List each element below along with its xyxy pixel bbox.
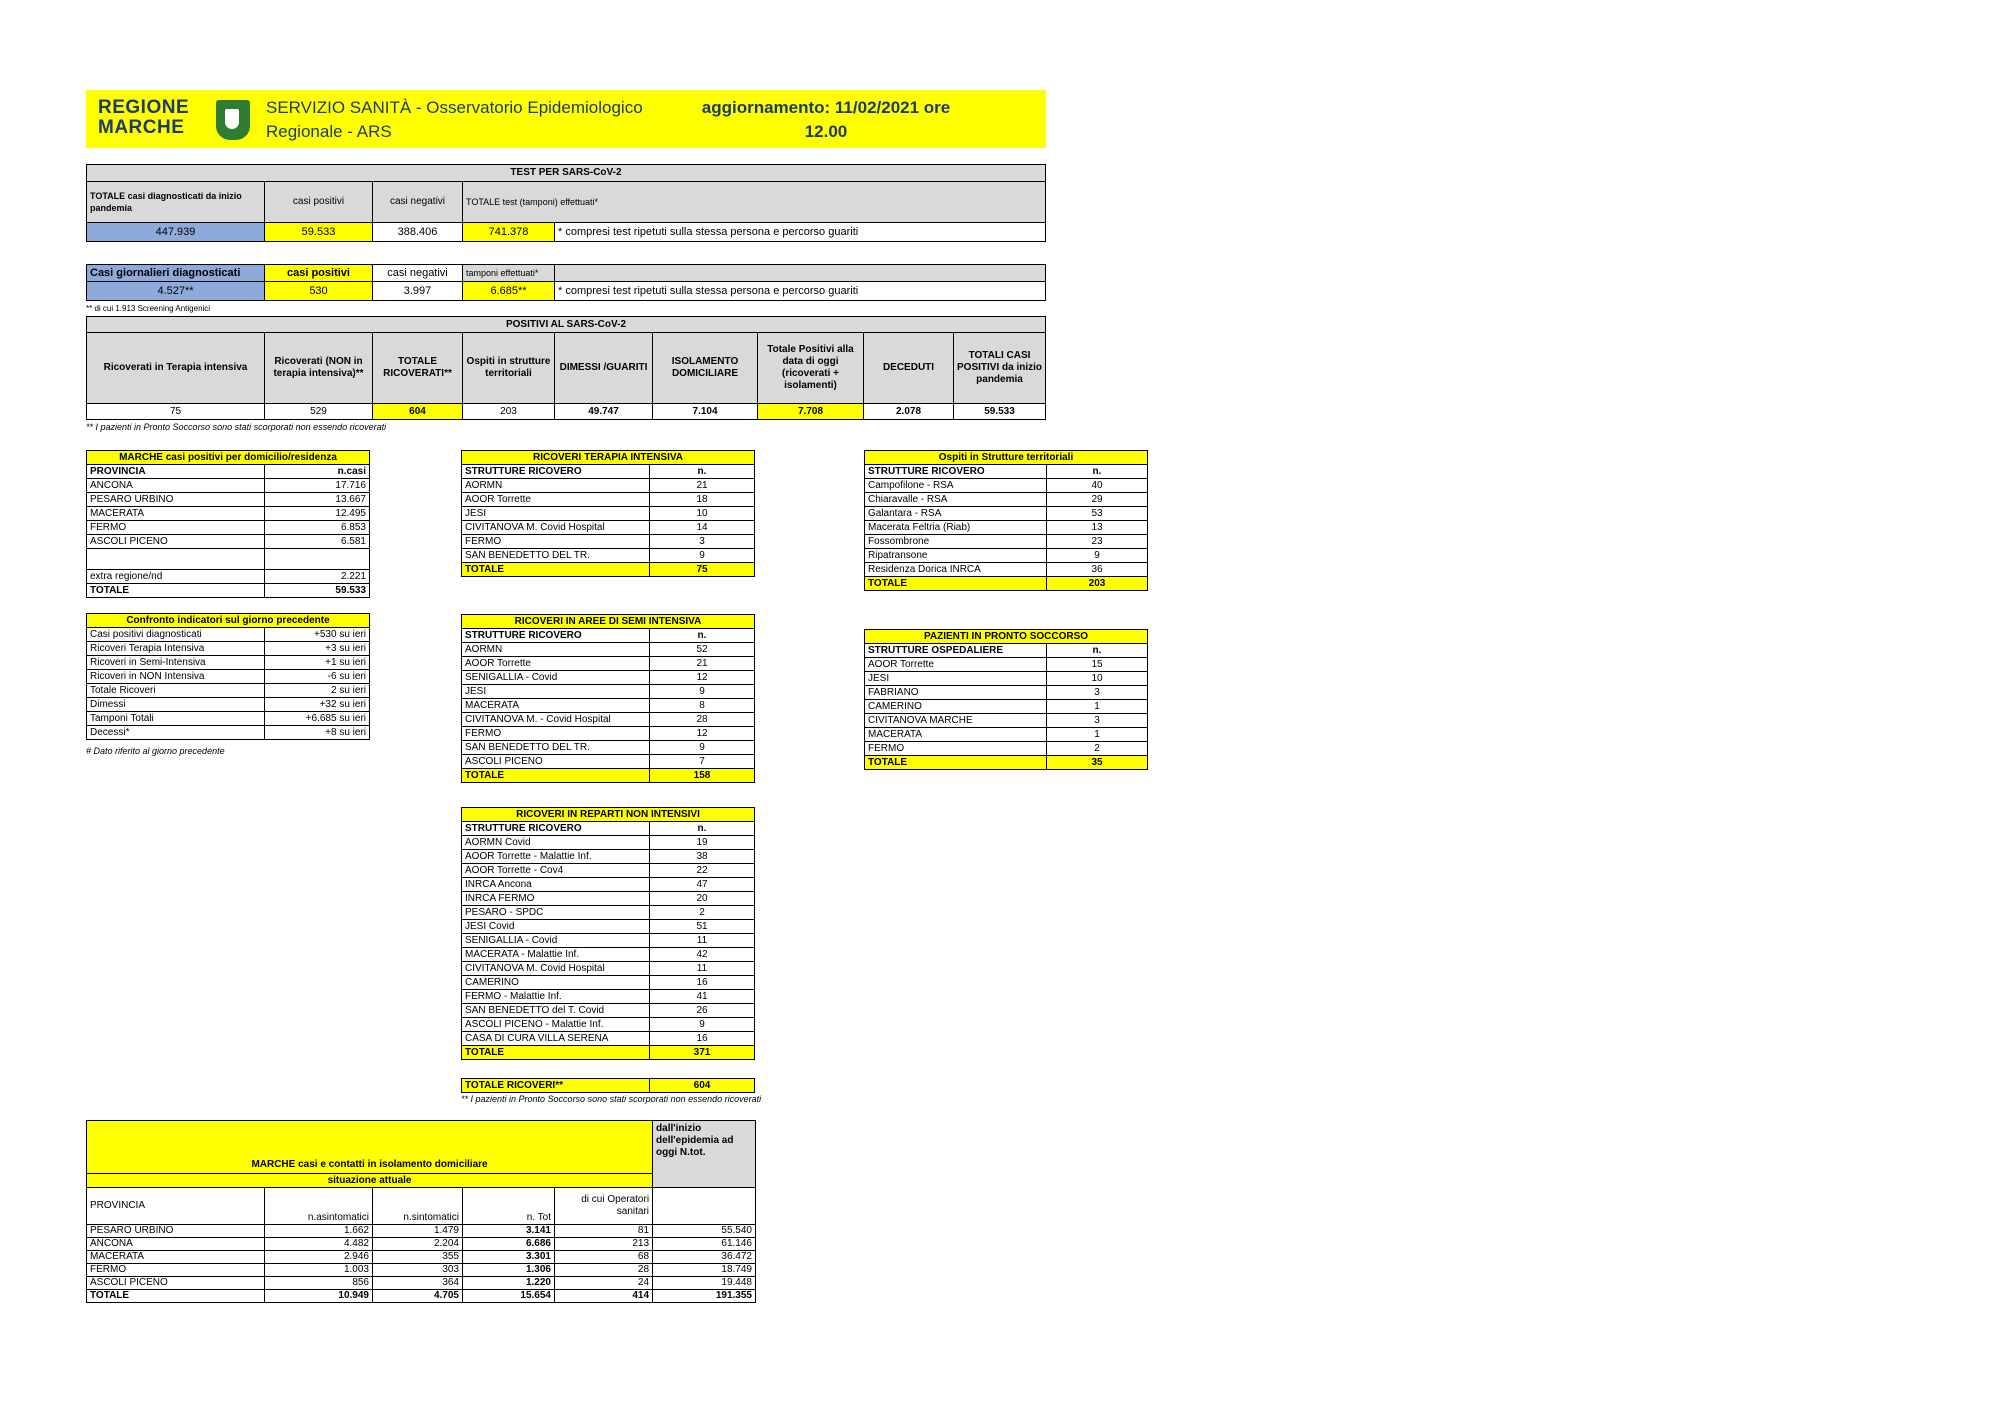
positivi-table [86, 316, 1046, 420]
ps-value: 3 [1047, 686, 1148, 700]
positivi-header-dimessi: DIMESSI /GUARITI [555, 333, 653, 404]
non-value: 41 [650, 990, 755, 1004]
update-date: aggiornamento: 11/02/2021 ore 12.00 [701, 98, 951, 141]
province-value: 13.667 [265, 493, 370, 507]
daily-footnote: ** di cui 1.913 Screening Antigenici [86, 304, 211, 313]
positivi-dimessi-value: 49.747 [555, 404, 653, 420]
province-value: 2.221 [265, 570, 370, 584]
non-row: INRCA FERMO [462, 892, 650, 906]
non-row: SENIGALLIA - Covid [462, 934, 650, 948]
province-value: 17.716 [265, 479, 370, 493]
province-total: 59.533 [265, 584, 370, 598]
non-value: 11 [650, 934, 755, 948]
isolamento-value: 1.003 [265, 1264, 373, 1277]
ti-value: 21 [650, 479, 755, 493]
isolamento-header-provincia: PROVINCIA [87, 1188, 265, 1225]
test-header-positivi: casi positivi [265, 182, 373, 223]
ps-total-label: TOTALE [865, 756, 1047, 770]
ospiti-row: Campofilone - RSA [865, 479, 1047, 493]
isolamento-value: 24 [555, 1277, 653, 1290]
isolamento-value: 2.946 [265, 1251, 373, 1264]
daily-header-tamponi: tamponi effettuati* [463, 265, 555, 282]
ps-value: 15 [1047, 658, 1148, 672]
ospiti-title: Ospiti in Strutture territoriali [865, 451, 1148, 465]
semi-row: ASCOLI PICENO [462, 755, 650, 769]
semi-value: 52 [650, 643, 755, 657]
isolamento-total-label: TOTALE [87, 1290, 265, 1303]
ps-title: PAZIENTI IN PRONTO SOCCORSO [865, 630, 1148, 644]
positivi-ospiti-value: 203 [463, 404, 555, 420]
isolamento-total: 414 [555, 1290, 653, 1303]
confronto-table [86, 613, 370, 740]
totale-ricoveri-table [461, 1078, 755, 1093]
non-value: 19 [650, 836, 755, 850]
semi-total: 158 [650, 769, 755, 783]
isolamento-value: 2.204 [373, 1238, 463, 1251]
non-row: JESI Covid [462, 920, 650, 934]
ospiti-value: 36 [1047, 563, 1148, 577]
ti-row: AORMN [462, 479, 650, 493]
ti-table [461, 450, 755, 577]
non-total-label: TOTALE [462, 1046, 650, 1060]
isolamento-value: 61.146 [653, 1238, 756, 1251]
confronto-note: # Dato riferito al giorno precedente [86, 746, 225, 756]
confronto-value: +530 su ieri [265, 628, 370, 642]
positivi-note: ** I pazienti in Pronto Soccorso sono stati scorporati non essendo ricoverati [86, 422, 387, 432]
positivi-header-tot-ric: TOTALE RICOVERATI** [373, 333, 463, 404]
ospiti-value: 23 [1047, 535, 1148, 549]
ospiti-value: 29 [1047, 493, 1148, 507]
positivi-header-isolamento: ISOLAMENTO DOMICILIARE [653, 333, 758, 404]
non-row: ASCOLI PICENO - Malattie Inf. [462, 1018, 650, 1032]
confronto-title: Confronto indicatori sul giorno precedente [87, 614, 370, 628]
non-table [461, 807, 755, 1060]
non-total: 371 [650, 1046, 755, 1060]
semi-row: FERMO [462, 727, 650, 741]
ospiti-row: Residenza Dorica INRCA [865, 563, 1047, 577]
positivi-deceduti-value: 2.078 [864, 404, 954, 420]
non-col2: n. [650, 822, 755, 836]
ti-row: AOOR Torrette [462, 493, 650, 507]
ospiti-value: 9 [1047, 549, 1148, 563]
daily-table [86, 264, 1046, 301]
ps-total: 35 [1047, 756, 1148, 770]
isolamento-value: 19.448 [653, 1277, 756, 1290]
ospiti-row: Ripatransone [865, 549, 1047, 563]
ti-row: CIVITANOVA M. Covid Hospital [462, 521, 650, 535]
isolamento-total: 191.355 [653, 1290, 756, 1303]
isolamento-total: 4.705 [373, 1290, 463, 1303]
daily-header-empty [555, 265, 1046, 282]
daily-tamponi-value: 6.685** [463, 282, 555, 301]
positivi-header-ospiti: Ospiti in strutture territoriali [463, 333, 555, 404]
non-value: 51 [650, 920, 755, 934]
daily-header-negativi: casi negativi [373, 265, 463, 282]
test-header-tamponi: TOTALE test (tamponi) effettuati* [463, 182, 1046, 223]
ospiti-row: Fossombrone [865, 535, 1047, 549]
daily-negativi-value: 3.997 [373, 282, 463, 301]
semi-value: 12 [650, 671, 755, 685]
ospiti-row: Chiaravalle - RSA [865, 493, 1047, 507]
non-row: AOOR Torrette - Cov4 [462, 864, 650, 878]
test-positivi-value: 59.533 [265, 223, 373, 242]
isolamento-row: ASCOLI PICENO [87, 1277, 265, 1290]
daily-header-positivi: casi positivi [265, 265, 373, 282]
ps-row: CAMERINO [865, 700, 1047, 714]
confronto-value: +8 su ieri [265, 726, 370, 740]
non-row: SAN BENEDETTO del T. Covid [462, 1004, 650, 1018]
province-row: MACERATA [87, 507, 265, 521]
non-row: INRCA Ancona [462, 878, 650, 892]
semi-row: MACERATA [462, 699, 650, 713]
semi-row: SAN BENEDETTO DEL TR. [462, 741, 650, 755]
semi-row: SENIGALLIA - Covid [462, 671, 650, 685]
ps-value: 1 [1047, 700, 1148, 714]
shield-icon [216, 100, 250, 140]
province-row: ANCONA [87, 479, 265, 493]
confronto-row: Decessi* [87, 726, 265, 740]
confronto-row: Ricoveri Terapia Intensiva [87, 642, 265, 656]
ti-col1: STRUTTURE RICOVERO [462, 465, 650, 479]
isolamento-value: 213 [555, 1238, 653, 1251]
ps-row: AOOR Torrette [865, 658, 1047, 672]
province-value [265, 549, 370, 570]
confronto-row: Totale Ricoveri [87, 684, 265, 698]
province-value: 12.495 [265, 507, 370, 521]
semi-col1: STRUTTURE RICOVERO [462, 629, 650, 643]
ti-title: RICOVERI TERAPIA INTENSIVA [462, 451, 755, 465]
ospiti-row: Galantara - RSA [865, 507, 1047, 521]
isolamento-title: MARCHE casi e contatti in isolamento domiciliare [87, 1121, 653, 1174]
isolamento-value: 1.306 [463, 1264, 555, 1277]
test-header-negativi: casi negativi [373, 182, 463, 223]
ospiti-value: 53 [1047, 507, 1148, 521]
test-table [86, 164, 1046, 242]
semi-row: JESI [462, 685, 650, 699]
daily-positivi-value: 530 [265, 282, 373, 301]
province-table [86, 450, 370, 598]
ospiti-total: 203 [1047, 577, 1148, 591]
province-row: ASCOLI PICENO [87, 535, 265, 549]
ps-row: FABRIANO [865, 686, 1047, 700]
ti-total-label: TOTALE [462, 563, 650, 577]
isolamento-value: 6.686 [463, 1238, 555, 1251]
test-header-total: TOTALE casi diagnosticati da inizio pandemia [87, 182, 265, 223]
semi-title: RICOVERI IN AREE DI SEMI INTENSIVA [462, 615, 755, 629]
ti-value: 18 [650, 493, 755, 507]
semi-value: 9 [650, 685, 755, 699]
ps-row: JESI [865, 672, 1047, 686]
positivi-header-ti: Ricoverati in Terapia intensiva [87, 333, 265, 404]
ps-col1: STRUTTURE OSPEDALIERE [865, 644, 1047, 658]
isolamento-header-tot: n. Tot [463, 1188, 555, 1225]
ospiti-value: 13 [1047, 521, 1148, 535]
isolamento-row: MACERATA [87, 1251, 265, 1264]
daily-casi-value: 4.527** [87, 282, 265, 301]
province-value: 6.853 [265, 521, 370, 535]
positivi-totali-value: 59.533 [954, 404, 1046, 420]
isolamento-table [86, 1120, 756, 1303]
semi-value: 7 [650, 755, 755, 769]
daily-note: * compresi test ripetuti sulla stessa persona e percorso guariti [555, 282, 1046, 301]
positivi-non-ti-value: 529 [265, 404, 373, 420]
positivi-title: POSITIVI AL SARS-CoV-2 [87, 317, 1046, 333]
semi-row: AOOR Torrette [462, 657, 650, 671]
ti-value: 9 [650, 549, 755, 563]
positivi-ti-value: 75 [87, 404, 265, 420]
ospiti-col2: n. [1047, 465, 1148, 479]
ti-col2: n. [650, 465, 755, 479]
isolamento-value: 18.749 [653, 1264, 756, 1277]
positivi-header-totali: TOTALI CASI POSITIVI da inizio pandemia [954, 333, 1046, 404]
test-negativi-value: 388.406 [373, 223, 463, 242]
isolamento-value: 364 [373, 1277, 463, 1290]
province-row: extra regione/nd [87, 570, 265, 584]
ps-value: 1 [1047, 728, 1148, 742]
isolamento-subtitle: situazione attuale [87, 1174, 653, 1188]
semi-value: 8 [650, 699, 755, 713]
ti-total: 75 [650, 563, 755, 577]
semi-total-label: TOTALE [462, 769, 650, 783]
isolamento-header-operatori: di cui Operatori sanitari [555, 1188, 653, 1225]
test-note: * compresi test ripetuti sulla stessa persona e percorso guariti [555, 223, 1046, 242]
confronto-row: Ricoveri in Semi-Intensiva [87, 656, 265, 670]
isolamento-value: 303 [373, 1264, 463, 1277]
non-row: CAMERINO [462, 976, 650, 990]
isolamento-side-header: dall'inizio dell'epidemia ad oggi N.tot. [653, 1121, 756, 1188]
isolamento-value: 81 [555, 1225, 653, 1238]
non-value: 2 [650, 906, 755, 920]
isolamento-value: 1.479 [373, 1225, 463, 1238]
confronto-value: +32 su ieri [265, 698, 370, 712]
non-value: 47 [650, 878, 755, 892]
ps-row: FERMO [865, 742, 1047, 756]
test-title: TEST PER SARS-CoV-2 [87, 165, 1046, 182]
ospiti-table [864, 450, 1148, 591]
isolamento-row: PESARO URBINO [87, 1225, 265, 1238]
non-row: FERMO - Malattie Inf. [462, 990, 650, 1004]
semi-value: 21 [650, 657, 755, 671]
ospiti-row: Macerata Feltria (Riab) [865, 521, 1047, 535]
semi-value: 28 [650, 713, 755, 727]
isolamento-value: 1.220 [463, 1277, 555, 1290]
totale-ricoveri-note: ** I pazienti in Pronto Soccorso sono stati scorporati non essendo ricoverati [461, 1094, 762, 1104]
regione-marche-logo [98, 98, 258, 142]
isolamento-value: 1.662 [265, 1225, 373, 1238]
province-total-label: TOTALE [87, 584, 265, 598]
ospiti-total-label: TOTALE [865, 577, 1047, 591]
non-value: 38 [650, 850, 755, 864]
non-row: MACERATA - Malattie Inf. [462, 948, 650, 962]
ti-row: SAN BENEDETTO DEL TR. [462, 549, 650, 563]
semi-row: AORMN [462, 643, 650, 657]
page-title: SERVIZIO SANITÀ - Osservatorio Epidemiologico Regionale - ARS [266, 98, 643, 141]
ti-value: 10 [650, 507, 755, 521]
isolamento-total: 15.654 [463, 1290, 555, 1303]
logo-text: REGIONE MARCHE [98, 97, 190, 138]
ps-value: 2 [1047, 742, 1148, 756]
ti-row: FERMO [462, 535, 650, 549]
non-value: 16 [650, 976, 755, 990]
non-title: RICOVERI IN REPARTI NON INTENSIVI [462, 808, 755, 822]
positivi-tot-positivi-value: 7.708 [758, 404, 864, 420]
totale-ricoveri-value: 604 [650, 1079, 755, 1093]
isolamento-value: 355 [373, 1251, 463, 1264]
isolamento-value: 4.482 [265, 1238, 373, 1251]
province-title: MARCHE casi positivi per domicilio/residenza [87, 451, 370, 465]
positivi-isolamento-value: 7.104 [653, 404, 758, 420]
isolamento-header-sintomatici: n.sintomatici [373, 1188, 463, 1225]
confronto-value: +3 su ieri [265, 642, 370, 656]
non-row: AOOR Torrette - Malattie Inf. [462, 850, 650, 864]
semi-row: CIVITANOVA M. - Covid Hospital [462, 713, 650, 727]
province-col2: n.casi [265, 465, 370, 479]
test-total-value: 447.939 [87, 223, 265, 242]
ps-value: 3 [1047, 714, 1148, 728]
confronto-value: -6 su ieri [265, 670, 370, 684]
isolamento-value: 68 [555, 1251, 653, 1264]
ps-value: 10 [1047, 672, 1148, 686]
isolamento-header-empty [653, 1188, 756, 1225]
province-row [87, 549, 265, 570]
test-tamponi-value: 741.378 [463, 223, 555, 242]
isolamento-row: ANCONA [87, 1238, 265, 1251]
isolamento-value: 36.472 [653, 1251, 756, 1264]
non-value: 16 [650, 1032, 755, 1046]
ps-row: MACERATA [865, 728, 1047, 742]
ps-row: CIVITANOVA MARCHE [865, 714, 1047, 728]
isolamento-row: FERMO [87, 1264, 265, 1277]
isolamento-value: 856 [265, 1277, 373, 1290]
semi-value: 9 [650, 741, 755, 755]
confronto-value: +6.685 su ieri [265, 712, 370, 726]
ps-table [864, 629, 1148, 770]
confronto-value: +1 su ieri [265, 656, 370, 670]
confronto-row: Dimessi [87, 698, 265, 712]
province-row: FERMO [87, 521, 265, 535]
daily-header-casi: Casi giornalieri diagnosticati [87, 265, 265, 282]
isolamento-value: 28 [555, 1264, 653, 1277]
confronto-row: Casi positivi diagnosticati [87, 628, 265, 642]
positivi-header-non-ti: Ricoverati (NON in terapia intensiva)** [265, 333, 373, 404]
semi-value: 12 [650, 727, 755, 741]
non-row: CIVITANOVA M. Covid Hospital [462, 962, 650, 976]
non-row: AORMN Covid [462, 836, 650, 850]
semi-col2: n. [650, 629, 755, 643]
confronto-row: Ricoveri in NON Intensiva [87, 670, 265, 684]
isolamento-value: 55.540 [653, 1225, 756, 1238]
confronto-value: 2 su ieri [265, 684, 370, 698]
isolamento-header-asintomatici: n.asintomatici [265, 1188, 373, 1225]
isolamento-value: 3.141 [463, 1225, 555, 1238]
non-value: 9 [650, 1018, 755, 1032]
ospiti-col1: STRUTTURE RICOVERO [865, 465, 1047, 479]
ti-row: JESI [462, 507, 650, 521]
non-row: CASA DI CURA VILLA SERENA [462, 1032, 650, 1046]
non-value: 11 [650, 962, 755, 976]
non-value: 22 [650, 864, 755, 878]
province-col1: PROVINCIA [87, 465, 265, 479]
province-row: PESARO URBINO [87, 493, 265, 507]
page-header [86, 90, 1046, 148]
non-value: 26 [650, 1004, 755, 1018]
totale-ricoveri-label: TOTALE RICOVERI** [462, 1079, 650, 1093]
positivi-header-tot-positivi: Totale Positivi alla data di oggi (ricoverati + isolamenti) [758, 333, 864, 404]
positivi-tot-ric-value: 604 [373, 404, 463, 420]
non-value: 42 [650, 948, 755, 962]
isolamento-value: 3.301 [463, 1251, 555, 1264]
semi-table [461, 614, 755, 783]
ti-value: 14 [650, 521, 755, 535]
confronto-row: Tamponi Totali [87, 712, 265, 726]
ti-value: 3 [650, 535, 755, 549]
positivi-header-deceduti: DECEDUTI [864, 333, 954, 404]
non-row: PESARO - SPDC [462, 906, 650, 920]
non-value: 20 [650, 892, 755, 906]
ospiti-value: 40 [1047, 479, 1148, 493]
province-value: 6.581 [265, 535, 370, 549]
non-col1: STRUTTURE RICOVERO [462, 822, 650, 836]
ps-col2: n. [1047, 644, 1148, 658]
isolamento-total: 10.949 [265, 1290, 373, 1303]
